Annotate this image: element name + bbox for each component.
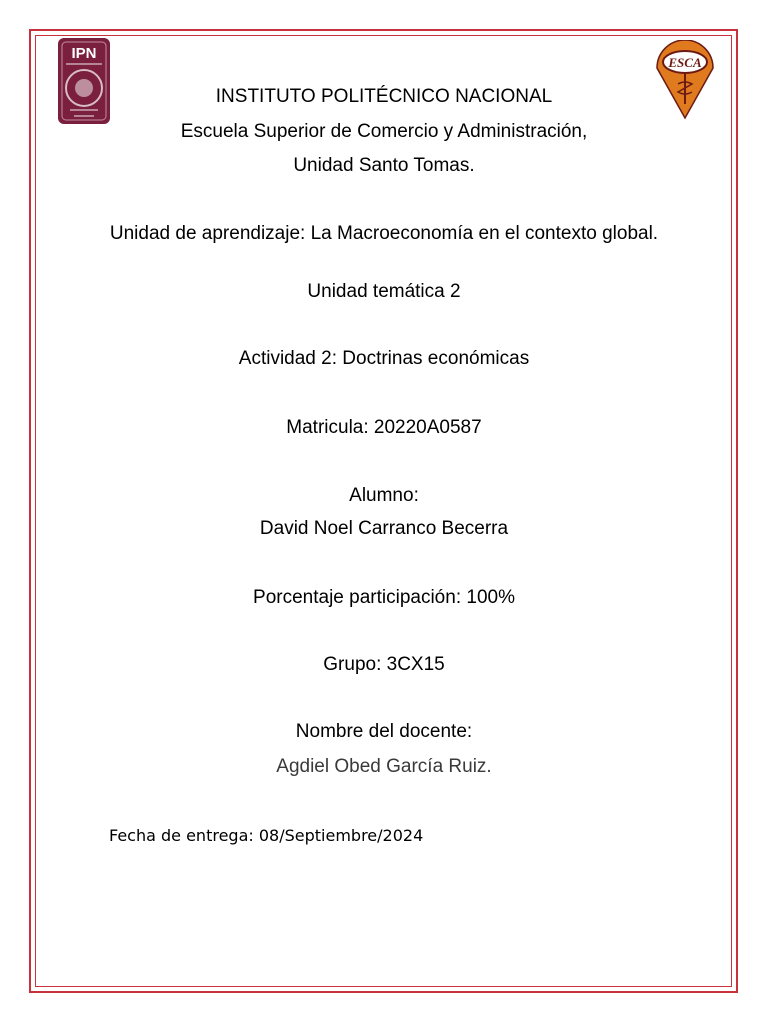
student-label: Alumno: [349, 485, 419, 506]
institution-title: INSTITUTO POLITÉCNICO NACIONAL [215, 86, 553, 107]
teacher-name: Agdiel Obed García Ruiz. [276, 756, 492, 777]
campus-name: Unidad Santo Tomas. [293, 155, 475, 176]
thematic-unit: Unidad temática 2 [307, 281, 461, 302]
activity-title: Actividad 2: Doctrinas económicas [238, 348, 530, 369]
learning-unit: Unidad de aprendizaje: La Macroeconomía en el contexto global. [109, 223, 659, 244]
ipn-logo-text: IPN [71, 45, 97, 62]
student-name: David Noel Carranco Becerra [259, 518, 509, 539]
group-code: Grupo: 3CX15 [323, 654, 445, 675]
ipn-logo-icon [52, 36, 116, 128]
delivery-date: Fecha de entrega: 08/Septiembre/2024 [109, 826, 424, 845]
teacher-label: Nombre del docente: [295, 721, 473, 742]
school-name: Escuela Superior de Comercio y Administración, [180, 121, 588, 142]
student-id: Matricula: 20220A0587 [286, 417, 482, 438]
esca-logo-icon [652, 40, 718, 122]
participation-percentage: Porcentaje participación: 100% [253, 587, 515, 608]
esca-logo-text: ESCA [668, 55, 702, 70]
